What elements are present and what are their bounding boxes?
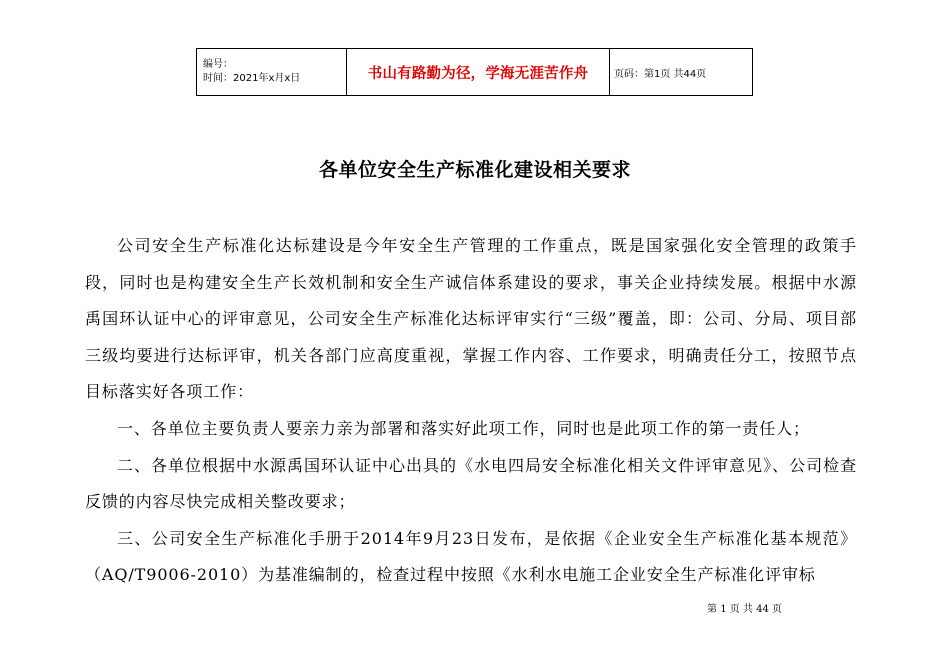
paragraph: 一、各单位主要负责人要亲力亲为部署和落实好此项工作，同时也是此项工作的第一责任人；	[117, 418, 810, 438]
paragraph: 二、各单位根据中水源禹国环认证中心出具的《水电四局安全标准化相关文件评审意见》、公司检查反馈的内容尽快完成相关整改要求；	[85, 455, 857, 512]
document-title: 各单位安全生产标准化建设相关要求	[318, 159, 631, 181]
header-motto: 书山有路勤为径，学海无涯苦作舟	[347, 49, 610, 96]
document-header	[196, 48, 753, 96]
time-label: 时间：2021年x月x日	[203, 73, 301, 84]
header-page-info: 页码：第1页 共44页	[610, 49, 753, 96]
paragraph: 三、公司安全生产标准化手册于2014年9月23日发布，是依据《企业安全生产标准化基本规范》（AQ/T9006-2010）为基准编制的，检查过程中按照《水利水电施工企业安全生产标准化评审标	[85, 528, 857, 585]
paragraph: 公司安全生产标准化达标建设是今年安全生产管理的工作重点，既是国家强化安全管理的政策手段，同时也是构建安全生产长效机制和安全生产诚信体系建设的要求，事关企业持续发展。根据中水源禹国环认证中心的评审意见，公司安全生产标准化达标评审实行“三级”覆盖，即：公司、分局、项目部三级均要进行达标评审，机关各部门应高度重视，掌握工作内容、工作要求，明确责任分工，按照节点目标落实好各项工作：	[85, 236, 857, 402]
number-label: 编号：	[203, 59, 233, 70]
document-body	[85, 228, 857, 594]
page-footer: 第 1 页 共 44 页	[707, 604, 782, 615]
header-meta	[197, 49, 347, 96]
